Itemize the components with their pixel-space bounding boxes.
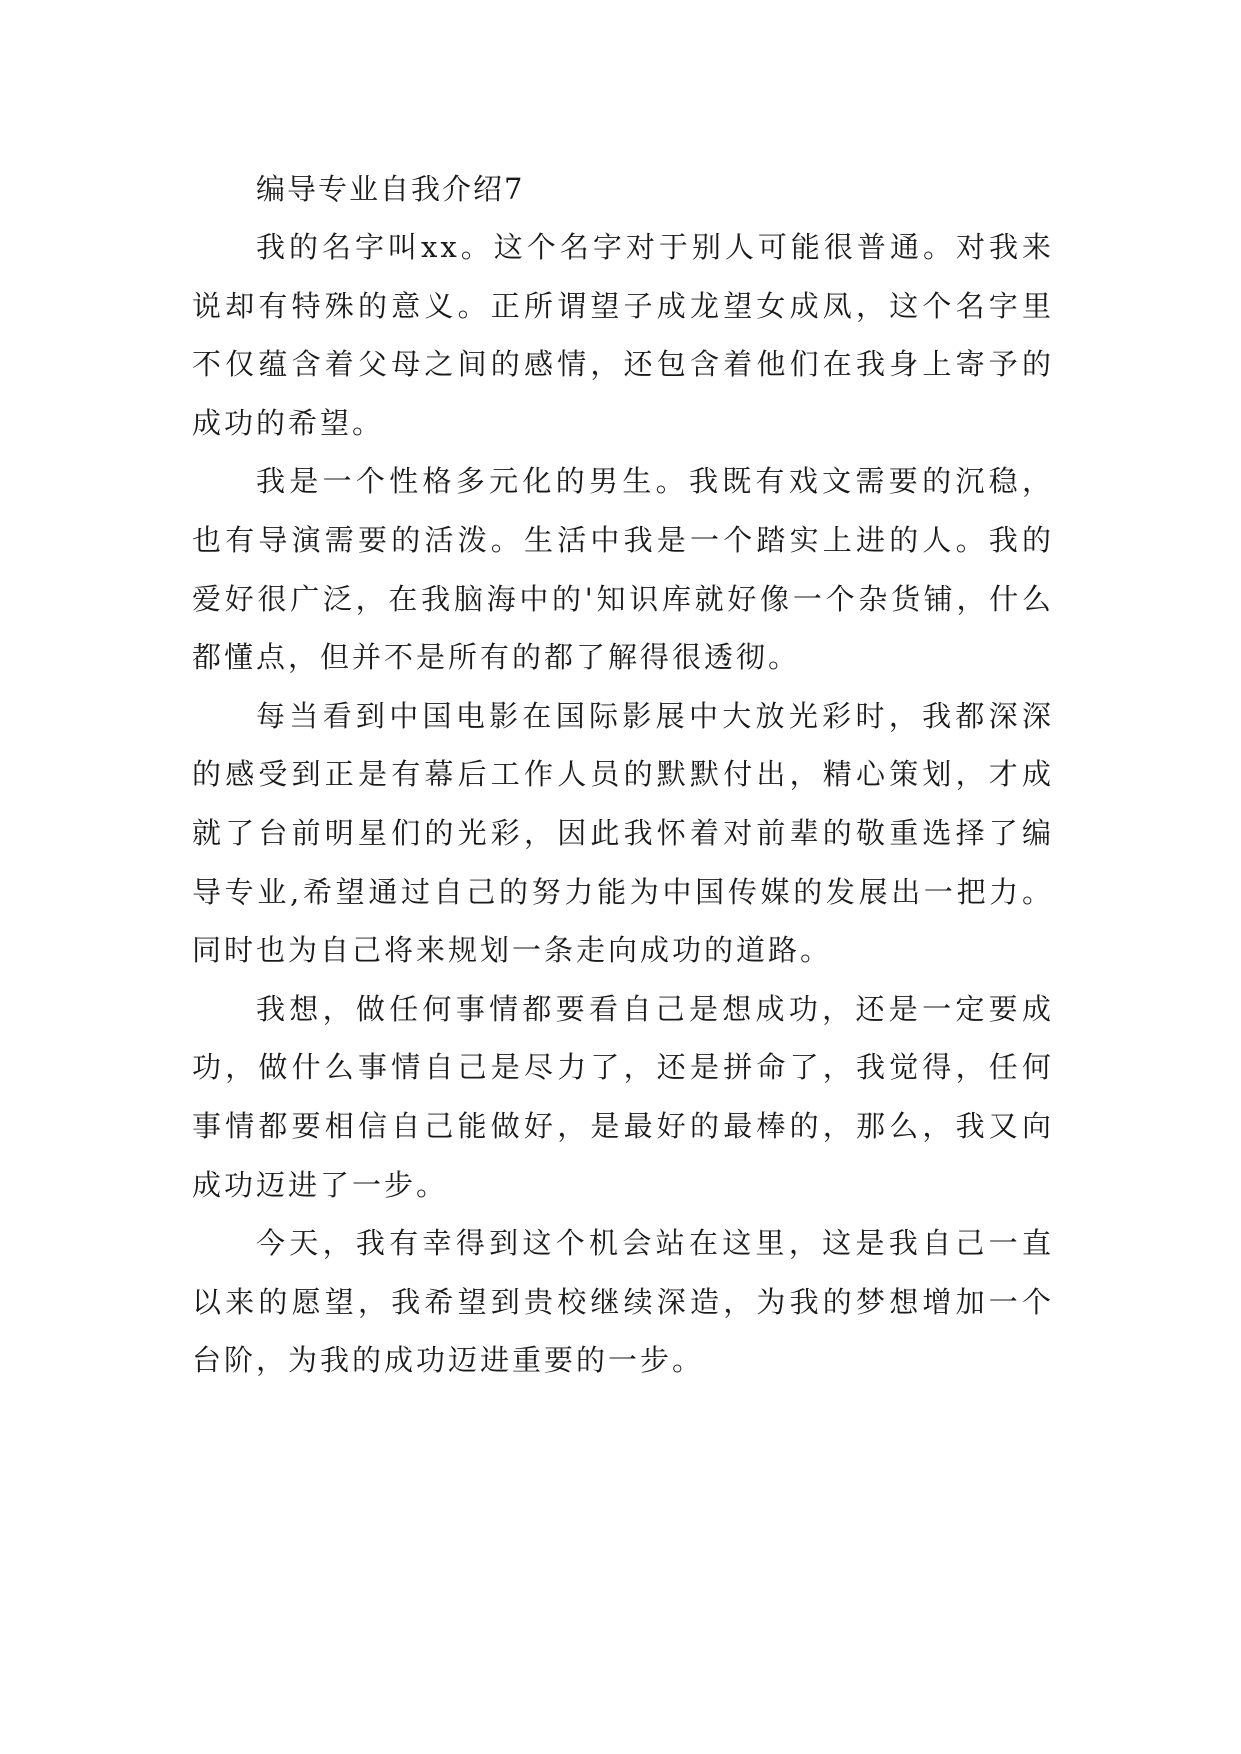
- paragraph-closing: 今天，我有幸得到这个机会站在这里，这是我自己一直以来的愿望，我希望到贵校继续深造，为我的梦想增加一个台阶，为我的成功迈进重要的一步。: [192, 1226, 1054, 1378]
- paragraph-personality: 我是一个性格多元化的男生。我既有戏文需要的沉稳，也有导演需要的活泼。生活中我是一个踏实上进的人。我的爱好很广泛，在我脑海中的'知识库就好像一个杂货铺，什么都懂点，但并不是所有的都了解得很透彻。: [192, 464, 1054, 675]
- document-body: [192, 160, 1054, 1390]
- paragraph-career-choice: 每当看到中国电影在国际影展中大放光彩时，我都深深的感受到正是有幕后工作人员的默默付出，精心策划，才成就了台前明星们的光彩，因此我怀着对前辈的敬重选择了编导专业,希望通过自己的努力能为中国传媒的发展出一把力。同时也为自己将来规划一条走向成功的道路。: [192, 698, 1054, 968]
- document-title: 编导专业自我介绍7: [256, 172, 525, 206]
- paragraph-attitude: 我想，做任何事情都要看自己是想成功，还是一定要成功，做什么事情自己是尽力了，还是拼命了，我觉得，任何事情都要相信自己能做好，是最好的最棒的，那么，我又向成功迈进了一步。: [192, 991, 1054, 1202]
- paragraph-name-meaning: 我的名字叫xx。这个名字对于别人可能很普通。对我来说却有特殊的意义。正所谓望子成龙望女成凤，这个名字里不仅蕴含着父母之间的感情，还包含着他们在我身上寄予的成功的希望。: [192, 230, 1054, 440]
